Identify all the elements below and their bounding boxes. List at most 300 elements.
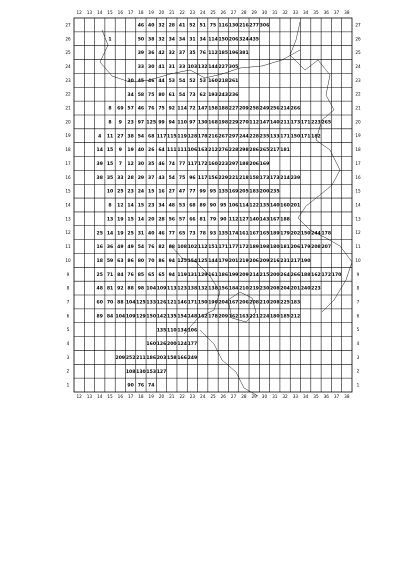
lon-label-bottom: 12 <box>76 394 82 399</box>
cell-value: 54 <box>178 78 186 84</box>
cell-value: 184 <box>228 286 239 292</box>
cell-value: 104 <box>146 286 157 292</box>
cell-value: 9 <box>118 120 122 126</box>
lon-label-bottom: 20 <box>158 394 165 399</box>
cell-value: 34 <box>199 37 206 43</box>
cell-value: 180 <box>269 245 280 251</box>
cell-value: 84 <box>117 272 124 278</box>
cell-value: 63 <box>117 259 124 265</box>
cell-value: 95 <box>209 189 217 195</box>
cell-value: 172 <box>239 245 249 251</box>
lat-label-right: 16 <box>355 174 361 180</box>
lat-label-right: 6 <box>356 313 360 319</box>
cell-value: 98 <box>137 286 145 292</box>
cell-value: 182 <box>311 134 321 140</box>
cell-value: 32 <box>168 51 176 57</box>
cell-value: 80 <box>158 92 165 98</box>
cell-value: 133 <box>269 134 280 140</box>
cell-value: 103 <box>187 65 198 71</box>
lat-label-left: 5 <box>66 327 70 333</box>
cell-value: 112 <box>228 217 239 223</box>
cell-value: 324 <box>239 37 249 43</box>
cell-value: 209 <box>259 259 270 265</box>
lon-label-bottom: 28 <box>241 394 247 399</box>
cell-value: 78 <box>199 231 206 237</box>
lat-label-left: 21 <box>65 105 71 111</box>
cell-value: 158 <box>249 175 259 181</box>
lat-label-right: 20 <box>355 119 361 125</box>
cell-value: 97 <box>137 120 145 126</box>
cell-value: 76 <box>148 106 155 112</box>
cell-value: 16 <box>96 245 103 251</box>
cell-value: 214 <box>249 272 259 278</box>
cell-value: 66 <box>189 217 196 223</box>
lon-label-top: 33 <box>292 10 299 15</box>
cell-value: 77 <box>178 162 186 168</box>
lat-label-left: 24 <box>65 63 71 69</box>
cell-value: 34 <box>127 92 134 98</box>
lon-label-top: 34 <box>302 10 309 15</box>
cell-value: 117 <box>187 162 198 168</box>
cell-value: 41 <box>178 23 186 29</box>
cell-value: 19 <box>117 217 124 223</box>
lat-label-left: 25 <box>65 50 71 56</box>
cell-value: 28 <box>127 175 134 181</box>
lon-label-top: 19 <box>148 10 154 15</box>
lon-label-bottom: 29 <box>251 394 257 399</box>
cell-value: 244 <box>239 134 249 140</box>
cell-value: 89 <box>96 314 103 320</box>
cell-value: 135 <box>259 203 270 209</box>
cell-value: 188 <box>218 106 229 112</box>
cell-value: 203 <box>156 355 167 361</box>
cell-value: 171 <box>280 134 290 140</box>
lon-label-bottom: 35 <box>313 394 319 399</box>
cell-value: 223 <box>311 120 321 126</box>
cell-value: 112 <box>208 51 218 57</box>
cell-value: 179 <box>280 231 290 237</box>
cell-value: 169 <box>228 189 239 195</box>
cell-value: 30 <box>148 65 155 71</box>
cell-value: 177 <box>187 342 198 348</box>
cell-value: 11 <box>106 134 114 140</box>
cell-value: 93 <box>209 231 217 237</box>
cell-value: 265 <box>321 120 332 126</box>
cell-value: 186 <box>218 272 229 278</box>
cell-value: 266 <box>290 272 301 278</box>
lat-label-right: 22 <box>355 91 361 97</box>
lat-label-left: 4 <box>66 341 70 347</box>
cell-value: 381 <box>239 51 249 57</box>
cell-value: 130 <box>197 120 208 126</box>
cell-value: 198 <box>259 245 270 251</box>
cell-value: 23 <box>148 203 155 209</box>
lon-label-bottom: 19 <box>148 394 154 399</box>
cell-value: 206 <box>249 259 259 265</box>
lat-label-left: 18 <box>65 147 71 153</box>
cell-value: 190 <box>300 259 311 265</box>
lat-label-left: 15 <box>65 188 71 194</box>
cell-value: 225 <box>280 300 290 306</box>
lat-label-left: 27 <box>65 22 71 28</box>
cell-value: 127 <box>156 369 167 375</box>
cell-value: 114 <box>177 106 187 112</box>
cell-value: 88 <box>127 286 134 292</box>
cell-value: 29 <box>137 175 145 181</box>
cell-value: 90 <box>220 217 227 223</box>
cell-value: 42 <box>158 51 165 57</box>
lon-label-top: 20 <box>158 10 165 15</box>
cell-value: 209 <box>218 314 229 320</box>
cell-value: 35 <box>148 162 155 168</box>
cell-value: 111 <box>177 148 187 154</box>
cell-value: 305 <box>228 65 239 71</box>
lat-label-right: 17 <box>355 160 361 166</box>
cell-value: 189 <box>269 231 280 237</box>
lat-label-right: 5 <box>356 327 360 333</box>
cell-value: 90 <box>209 203 217 209</box>
cell-value: 297 <box>228 162 239 168</box>
cell-value: 167 <box>228 300 239 306</box>
cell-value: 188 <box>300 272 311 278</box>
cell-value: 8 <box>108 120 112 126</box>
cell-value: 73 <box>189 92 196 98</box>
cell-values <box>97 23 342 389</box>
cell-value: 211 <box>136 355 146 361</box>
cell-value: 75 <box>148 92 155 98</box>
cell-value: 53 <box>168 78 176 84</box>
cell-value: 173 <box>269 175 280 181</box>
lon-label-top: 18 <box>138 10 144 15</box>
cell-value: 54 <box>178 92 186 98</box>
cell-value: 162 <box>228 314 239 320</box>
cell-value: 125 <box>136 300 146 306</box>
cell-value: 50 <box>137 37 145 43</box>
lat-label-right: 12 <box>355 230 361 236</box>
cell-value: 211 <box>280 120 290 126</box>
cell-value: 177 <box>228 245 239 251</box>
lon-label-top: 32 <box>282 10 288 15</box>
lon-label-bottom: 13 <box>86 394 93 399</box>
lat-label-left: 7 <box>66 299 70 305</box>
cell-value: 306 <box>259 23 270 29</box>
lat-label-left: 6 <box>66 313 70 319</box>
lat-label-left: 12 <box>65 230 71 236</box>
cell-value: 75 <box>178 175 186 181</box>
cell-value: 53 <box>199 78 206 84</box>
cell-value: 132 <box>197 65 208 71</box>
cell-value: 252 <box>125 355 136 361</box>
cell-value: 129 <box>197 272 208 278</box>
cell-value: 48 <box>96 286 103 292</box>
cell-value: 52 <box>189 23 196 29</box>
cell-value: 153 <box>146 369 157 375</box>
cell-value: 25 <box>96 272 103 278</box>
cell-value: 46 <box>137 23 145 29</box>
cell-value: 31 <box>137 231 145 237</box>
cell-value: 58 <box>137 92 145 98</box>
cell-value: 35 <box>106 175 114 181</box>
cell-value: 49 <box>127 245 134 251</box>
cell-value: 62 <box>199 92 206 98</box>
cell-value: 201 <box>228 259 239 265</box>
lat-label-right: 10 <box>355 257 361 263</box>
cell-value: 206 <box>249 162 259 168</box>
cell-value: 160 <box>208 78 218 84</box>
cell-value: 189 <box>249 245 259 251</box>
cell-value: 92 <box>168 106 176 112</box>
cell-value: 206 <box>239 300 249 306</box>
cell-value: 156 <box>218 286 229 292</box>
cell-value: 244 <box>311 231 321 237</box>
cell-value: 138 <box>208 286 218 292</box>
cell-value: 64 <box>158 148 165 154</box>
lon-label-top: 36 <box>323 10 329 15</box>
cell-value: 61 <box>168 92 176 98</box>
cell-value: 135 <box>218 189 229 195</box>
lat-label-right: 1 <box>356 382 360 388</box>
cell-value: 23 <box>127 189 134 195</box>
cell-value: 57 <box>127 106 134 112</box>
cell-value: 154 <box>177 314 187 320</box>
cell-value: 8 <box>108 106 112 112</box>
cell-value: 59 <box>106 259 114 265</box>
cell-value: 231 <box>280 259 290 265</box>
cell-value: 39 <box>137 51 145 57</box>
cell-value: 4 <box>98 134 102 140</box>
cell-value: 277 <box>249 23 259 29</box>
cell-value: 54 <box>137 134 145 140</box>
cell-value: 94 <box>168 272 176 278</box>
cell-value: 170 <box>331 272 342 278</box>
cell-value: 81 <box>199 217 206 223</box>
cell-value: 74 <box>148 383 155 389</box>
lat-label-left: 11 <box>65 244 71 250</box>
cell-value: 207 <box>321 245 332 251</box>
cell-value: 75 <box>209 23 217 29</box>
cell-value: 172 <box>197 162 208 168</box>
cell-value: 18 <box>96 259 103 265</box>
cell-value: 106 <box>187 148 198 154</box>
cell-value: 258 <box>249 106 259 112</box>
cell-value: 190 <box>208 300 218 306</box>
cell-value: 36 <box>106 245 114 251</box>
lon-label-bottom: 32 <box>282 394 288 399</box>
lon-label-top: 25 <box>210 10 216 15</box>
cell-value: 94 <box>168 120 176 126</box>
cell-value: 111 <box>167 148 177 154</box>
cell-value: 206 <box>290 245 301 251</box>
cell-value: 142 <box>156 314 167 320</box>
cell-value: 130 <box>228 23 239 29</box>
cell-value: 229 <box>228 120 239 126</box>
cell-value: 173 <box>290 120 301 126</box>
cell-value: 214 <box>280 106 290 112</box>
cell-value: 33 <box>117 175 124 181</box>
cell-value: 54 <box>168 175 176 181</box>
cell-value: 28 <box>158 217 165 223</box>
cell-value: 77 <box>189 189 196 195</box>
cell-value: 127 <box>239 217 249 223</box>
cell-value: 109 <box>125 314 136 320</box>
cell-value: 108 <box>177 245 187 251</box>
lon-label-top: 30 <box>261 10 268 15</box>
cell-value: 20 <box>148 217 155 223</box>
lon-label-bottom: 37 <box>333 394 340 399</box>
cell-value: 53 <box>178 203 186 209</box>
cell-value: 12 <box>127 162 134 168</box>
cell-value: 163 <box>197 148 208 154</box>
cell-value: 181 <box>280 245 290 251</box>
cell-value: 79 <box>209 217 217 223</box>
cell-value: 86 <box>127 259 134 265</box>
cell-value: 12 <box>117 203 124 209</box>
cell-value: 178 <box>197 134 208 140</box>
cell-value: 89 <box>199 203 206 209</box>
cell-value: 70 <box>106 300 114 306</box>
cell-value: 196 <box>228 51 239 57</box>
lat-label-right: 27 <box>355 22 361 28</box>
cell-value: 171 <box>300 120 311 126</box>
cell-value: 235 <box>269 189 280 195</box>
cell-value: 122 <box>249 203 259 209</box>
cell-value: 216 <box>239 23 249 29</box>
lon-label-bottom: 16 <box>117 394 124 399</box>
cell-value: 25 <box>117 189 124 195</box>
cell-value: 104 <box>125 300 136 306</box>
cell-value: 435 <box>249 37 259 43</box>
cell-value: 217 <box>269 148 280 154</box>
cell-value: 76 <box>137 383 145 389</box>
cell-value: 38 <box>148 37 155 43</box>
cell-value: 151 <box>208 245 218 251</box>
lat-label-right: 14 <box>355 202 361 208</box>
cell-value: 138 <box>187 286 198 292</box>
cell-value: 97 <box>189 120 196 126</box>
cell-value: 276 <box>218 148 229 154</box>
cell-value: 185 <box>218 51 229 57</box>
cell-value: 68 <box>189 203 196 209</box>
lon-label-bottom: 26 <box>220 394 226 399</box>
cell-value: 108 <box>125 369 136 375</box>
cell-value: 44 <box>158 78 165 84</box>
cell-value: 228 <box>249 134 259 140</box>
cell-value: 239 <box>290 175 301 181</box>
cell-value: 72 <box>189 106 196 112</box>
cell-value: 150 <box>197 300 208 306</box>
cell-value: 65 <box>158 272 165 278</box>
cell-value: 186 <box>146 355 157 361</box>
cell-value: 223 <box>311 286 321 292</box>
cell-value: 174 <box>228 231 239 237</box>
cell-value: 76 <box>148 245 155 251</box>
cell-value: 102 <box>187 245 198 251</box>
lon-label-bottom: 34 <box>302 394 309 399</box>
cell-value: 167 <box>269 217 280 223</box>
cell-value: 75 <box>158 106 165 112</box>
cell-value: 209 <box>115 355 126 361</box>
cell-value: 193 <box>208 92 218 98</box>
cell-value: 201 <box>290 203 301 209</box>
cell-value: 125 <box>197 259 208 265</box>
cell-value: 57 <box>178 217 186 223</box>
cell-value: 28 <box>168 23 176 29</box>
lat-label-right: 7 <box>356 299 360 305</box>
lat-label-left: 10 <box>65 257 71 263</box>
cell-value: 41 <box>158 65 165 71</box>
lat-label-left: 23 <box>65 77 71 83</box>
cell-value: 71 <box>106 272 114 278</box>
cell-value: 88 <box>168 245 176 251</box>
lon-label-top: 38 <box>344 10 350 15</box>
cell-value: 15 <box>137 203 145 209</box>
cell-value: 160 <box>280 203 290 209</box>
cell-value: 34 <box>168 37 176 43</box>
cell-value: 205 <box>239 189 249 195</box>
cell-value: 40 <box>148 23 155 29</box>
cell-value: 115 <box>167 134 177 140</box>
lat-label-right: 9 <box>356 271 360 277</box>
lat-label-right: 4 <box>356 341 360 347</box>
cell-value: 49 <box>117 245 124 251</box>
cell-value: 228 <box>228 148 239 154</box>
cell-value: 46 <box>158 231 165 237</box>
cell-value: 267 <box>218 134 229 140</box>
cell-value: 297 <box>228 134 239 140</box>
cell-value: 204 <box>280 286 290 292</box>
lon-label-bottom: 24 <box>200 394 206 399</box>
cell-value: 10 <box>106 189 114 195</box>
cell-value: 31 <box>189 37 196 43</box>
cell-value: 212 <box>208 148 218 154</box>
cell-value: 171 <box>187 300 198 306</box>
lon-label-top: 23 <box>189 10 196 15</box>
cell-value: 19 <box>127 148 134 154</box>
cell-value: 95 <box>220 203 227 209</box>
cell-value: 224 <box>259 314 270 320</box>
lat-label-left: 14 <box>65 202 71 208</box>
cell-value: 200 <box>259 189 270 195</box>
lon-label-top: 14 <box>97 10 103 15</box>
cell-value: 76 <box>199 51 206 57</box>
cell-value: 134 <box>177 328 187 334</box>
cell-value: 114 <box>239 203 249 209</box>
cell-value: 16 <box>158 189 165 195</box>
cell-value: 34 <box>178 37 186 43</box>
cell-value: 32 <box>158 23 165 29</box>
cell-value: 104 <box>115 314 126 320</box>
lat-label-left: 20 <box>65 119 71 125</box>
cell-value: 206 <box>228 37 239 43</box>
cell-value: 173 <box>259 175 270 181</box>
cell-value: 150 <box>218 37 229 43</box>
cell-value: 116 <box>218 23 229 29</box>
lat-label-left: 8 <box>66 285 70 291</box>
cell-value: 15 <box>106 148 114 154</box>
cell-value: 25 <box>127 231 134 237</box>
cell-value: 48 <box>168 203 176 209</box>
cell-value: 200 <box>269 272 280 278</box>
cell-value: 208 <box>249 300 259 306</box>
cell-value: 54 <box>137 245 145 251</box>
cell-value: 166 <box>177 355 187 361</box>
lat-label-right: 19 <box>355 133 361 139</box>
cell-value: 30 <box>137 162 145 168</box>
cell-value: 236 <box>228 92 239 98</box>
cell-value: 160 <box>146 342 157 348</box>
cell-value: 216 <box>208 134 218 140</box>
lat-label-left: 13 <box>65 216 71 222</box>
